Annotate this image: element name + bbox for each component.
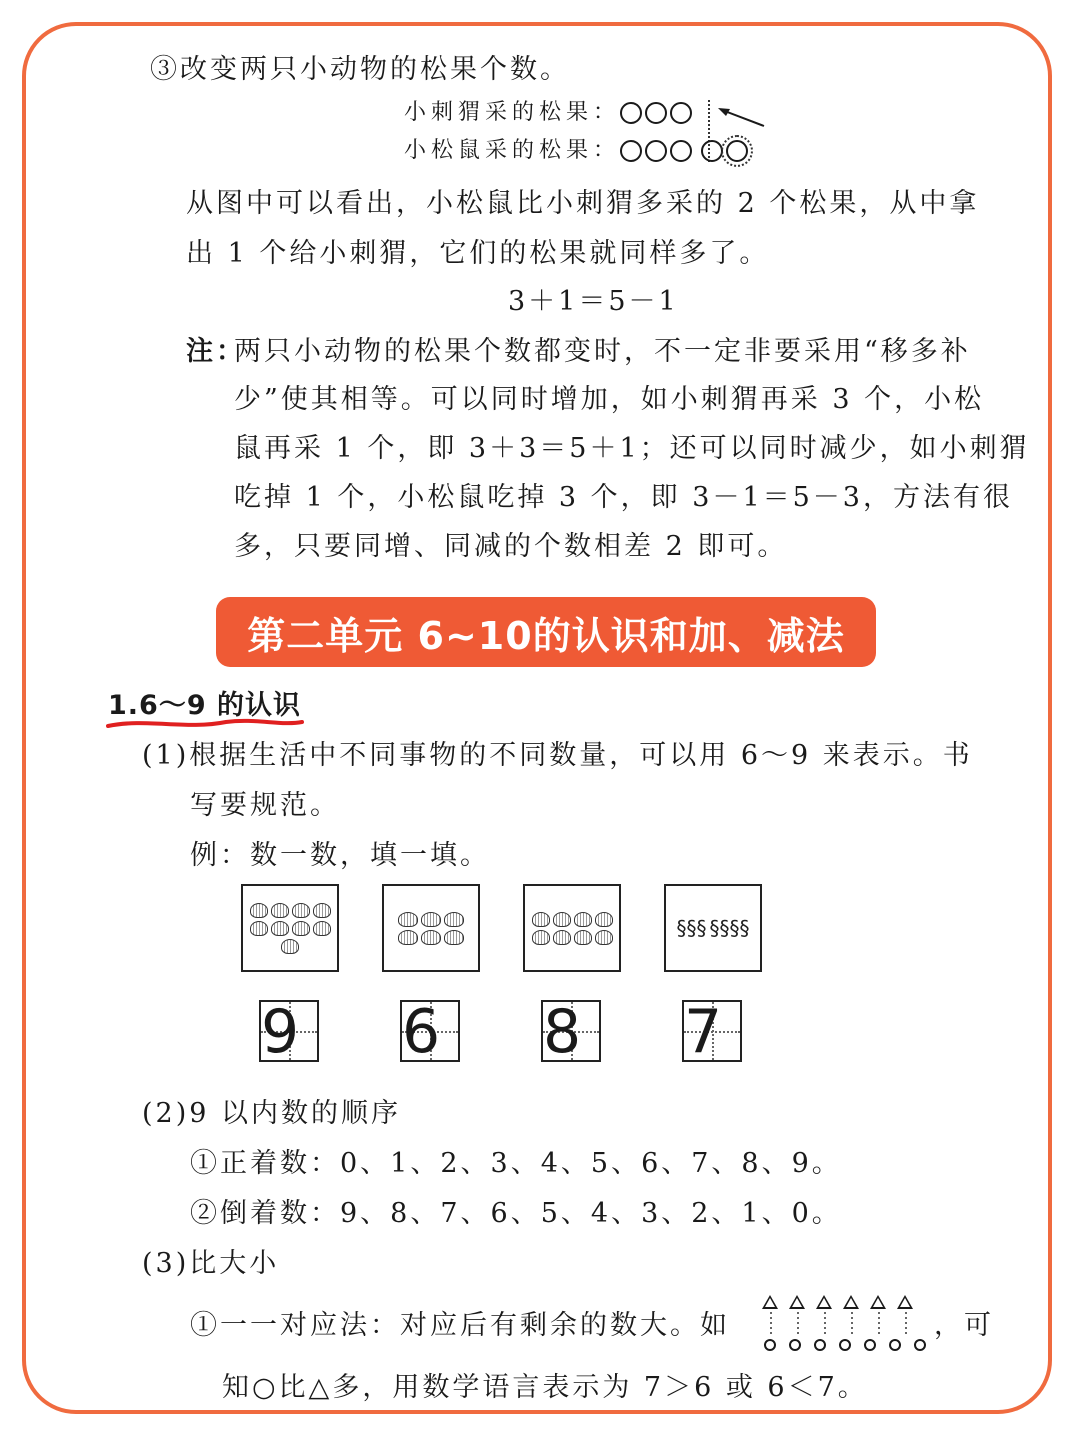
- compare-line-1b: ，可: [934, 1310, 994, 1341]
- order-forward: ①正着数：0、1、2、3、4、5、6、7、8、9。: [190, 1148, 842, 1179]
- note-line-5: 多，只要同增、同减的个数相差 2 即可。: [234, 531, 788, 562]
- note-line-2: 少”使其相等。可以同时增加，如小刺猬再采 3 个，小松: [234, 384, 985, 415]
- compare-title: (3)比大小: [142, 1248, 280, 1279]
- compare-line-2: 知○比△多，用数学语言表示为 7＞6 或 6＜7。: [222, 1372, 868, 1403]
- hedgehog-pinecones: [620, 102, 695, 124]
- hedgehog-label: 小刺猬采的松果：: [404, 100, 621, 125]
- explain-line-2: 出 1 个给小刺猬，它们的松果就同样多了。: [186, 238, 770, 269]
- unit-heading: 1.6～9 的认识: [108, 690, 302, 721]
- para1-line-1: (1)根据生活中不同事物的不同数量，可以用 6～9 来表示。书: [142, 740, 973, 771]
- red-underline: [106, 716, 306, 732]
- arrow-icon: [716, 104, 766, 130]
- shells-box-3: [523, 884, 621, 972]
- order-title: (2)9 以内数的顺序: [142, 1098, 402, 1129]
- compare-line-1a: ①一一对应法：对应后有剩余的数大。如: [190, 1310, 730, 1341]
- para1-line-2: 写要规范。: [190, 790, 340, 821]
- equation: 3＋1＝5－1: [508, 286, 679, 317]
- squirrel-label: 小松鼠采的松果：: [404, 138, 621, 163]
- section-title: ③改变两只小动物的松果个数。: [150, 54, 570, 85]
- order-backward: ②倒着数：9、8、7、6、5、4、3、2、1、0。: [190, 1198, 842, 1229]
- explain-line-1: 从图中可以看出，小松鼠比小刺猬多采的 2 个松果，从中拿: [186, 188, 980, 219]
- triangle-row: [762, 1294, 922, 1313]
- note-label: 注：: [186, 336, 246, 367]
- dotted-connectors: [770, 1312, 910, 1334]
- note-line-3: 鼠再采 1 个，即 3＋3＝5＋1；还可以同时减少，如小刺猬: [234, 433, 1030, 464]
- digit-box-3: 8: [541, 1000, 601, 1062]
- shells-box-1: [241, 884, 339, 972]
- shells-box-2: [382, 884, 480, 972]
- note-line-1: 两只小动物的松果个数都变时，不一定非要采用“移多补: [234, 336, 971, 367]
- squirrel-pinecones: [620, 140, 751, 162]
- digit-box-1: 9: [259, 1000, 319, 1062]
- digit-box-2: 6: [400, 1000, 460, 1062]
- example-label: 例：数一数，填一填。: [190, 840, 490, 871]
- note-line-4: 吃掉 1 个，小松鼠吃掉 3 个，即 3－1＝5－3，方法有很: [234, 482, 1013, 513]
- seahorse-box: §§§ §§§§: [664, 884, 762, 972]
- unit-banner: 第二单元 6~10的认识和加、减法: [216, 597, 876, 667]
- circle-row: [764, 1336, 954, 1355]
- digit-box-4: 7: [682, 1000, 742, 1062]
